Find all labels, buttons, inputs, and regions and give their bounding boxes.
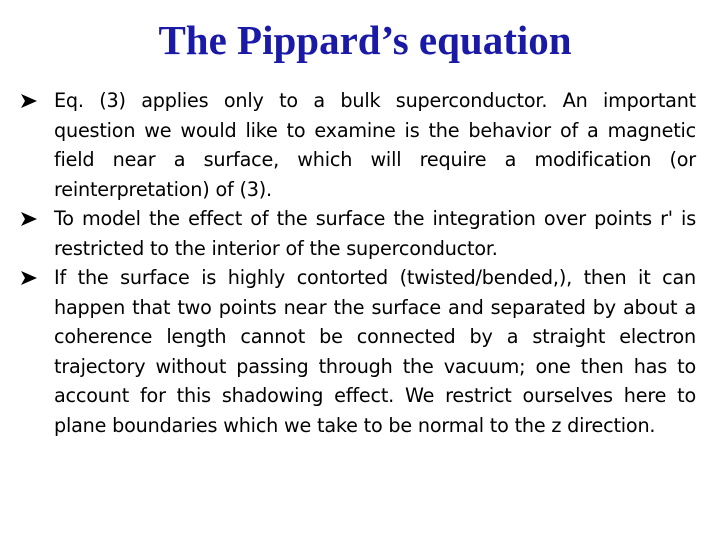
- bullet-list: [20, 86, 696, 440]
- slide-title: The Pippard’s equation: [158, 17, 572, 63]
- bullet-item: [20, 263, 696, 440]
- arrow-bullet-icon: [20, 270, 38, 286]
- bullet-text: To model the effect of the surface the integration over points r' is restricted to the interior of the superconductor.: [54, 207, 696, 260]
- arrow-bullet-icon: [20, 211, 38, 227]
- bullet-text: Eq. (3) applies only to a bulk superconductor. An important question we would like to examine is the behavior of a magnetic field near a surface, which will require a modification (or reinterpretation) of (3).: [54, 89, 696, 201]
- bullet-item: [20, 86, 696, 204]
- arrow-bullet-icon: [20, 93, 38, 109]
- bullet-item: [20, 204, 696, 263]
- bullet-text: If the surface is highly contorted (twisted/bended,), then it can happen that two points near the surface and separated by about a coherence length cannot be connected by a straight electron trajectory without passing through the vacuum; one then has to account for this shadowing effect. We restrict ourselves here to plane boundaries which we take to be normal to the z direction.: [54, 266, 696, 437]
